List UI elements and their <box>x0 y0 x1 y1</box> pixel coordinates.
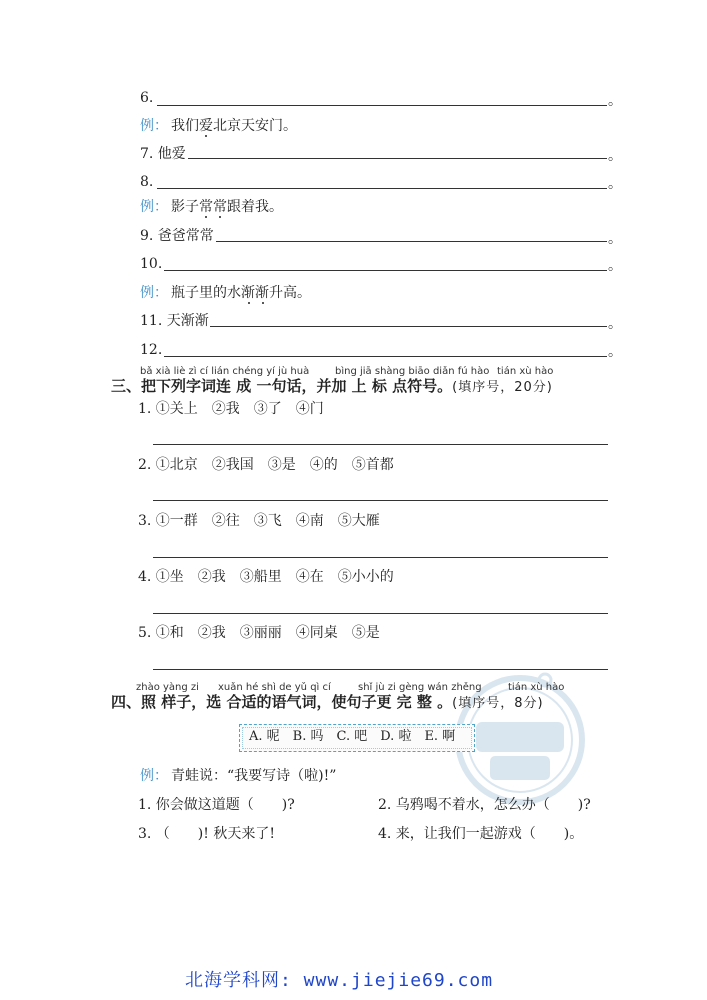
q11-answer-line[interactable] <box>210 326 607 327</box>
section3-item-1: 1. ①关上 ②我 ③了 ④门 <box>138 401 324 417</box>
example2-label: 例： <box>140 199 168 215</box>
section3-answer-line-3[interactable] <box>153 557 608 558</box>
section4-title <box>111 693 544 713</box>
emphasis-dot <box>248 302 250 304</box>
q7-stem: 7. 他爱 <box>140 146 186 162</box>
emphasis-dot <box>262 302 264 304</box>
section3-title-sub: (填序号，20分) <box>452 380 553 395</box>
q7-answer-line[interactable] <box>188 158 607 159</box>
q9-answer-line[interactable] <box>216 241 607 242</box>
q8-period: 。 <box>608 176 622 192</box>
site-footer-link[interactable]: 北海学科网: www.jiejie69.com <box>185 970 494 991</box>
section3-pinyin-2: bìng jiā shàng biāo diǎn fú hào <box>335 366 490 377</box>
section3-item-2: 2. ①北京 ②我国 ③是 ④的 ⑤首都 <box>138 457 394 473</box>
q9-stem: 9. 爸爸常常 <box>140 228 214 244</box>
section4-example-label: 例： <box>140 768 168 784</box>
section3-item-4: 4. ①坐 ②我 ③船里 ④在 ⑤小小的 <box>138 569 394 585</box>
section4-pinyin-4: tián xù hào <box>508 682 565 693</box>
example1-label: 例： <box>140 118 168 134</box>
q6-period: 。 <box>608 93 622 109</box>
example2-text: 影子常常跟着我。 <box>171 199 283 215</box>
q10-answer-line[interactable] <box>164 270 607 271</box>
q10-period: 。 <box>608 258 622 274</box>
section3-answer-line-2[interactable] <box>153 500 608 501</box>
section3-item-5: 5. ①和 ②我 ③丽丽 ④同桌 ⑤是 <box>138 625 380 641</box>
q11-stem: 11. 天渐渐 <box>140 313 209 329</box>
section4-pinyin-1: zhào yàng zi <box>136 682 199 693</box>
emphasis-dot <box>205 135 207 137</box>
q10-number: 10. <box>140 256 163 272</box>
q11-period: 。 <box>608 316 622 332</box>
q9-period: 。 <box>608 231 622 247</box>
word-options: A. 呢 B. 吗 C. 吧 D. 啦 E. 啊 <box>249 729 456 744</box>
example3-label: 例： <box>140 285 168 301</box>
section3-pinyin-3: tián xù hào <box>497 366 554 377</box>
q8-number: 8. <box>140 174 154 190</box>
section4-pinyin-3: shǐ jù zi gèng wán zhěng <box>358 682 482 693</box>
section3-title <box>111 377 553 397</box>
section3-answer-line-1[interactable] <box>153 444 608 445</box>
q8-answer-line[interactable] <box>157 188 607 189</box>
section4-title-sub: (填序号，8分) <box>452 696 544 711</box>
section3-title-main: 三、把下列字词连 成 一句话，并加 上 标 点符号。 <box>111 377 453 395</box>
section3-answer-line-4[interactable] <box>153 613 608 614</box>
section4-q1: 1. 你会做这道题（ )? <box>138 797 295 813</box>
section4-example-text: 青蛙说：“我要写诗（啦)!” <box>171 768 337 784</box>
emphasis-dot <box>205 216 207 218</box>
section3-pinyin-1: bǎ xià liè zì cí lián chéng yí jù huà <box>140 366 310 377</box>
section4-q3: 3. （ )! 秋天来了! <box>138 826 275 842</box>
example3-text: 瓶子里的水渐渐升高。 <box>171 285 311 301</box>
q6-answer-line[interactable] <box>157 105 607 106</box>
q6-number: 6. <box>140 90 154 106</box>
q7-period: 。 <box>608 148 622 164</box>
section4-title-main: 四、照 样子，选 合适的语气词，使句子更 完 整 。 <box>111 693 453 711</box>
section4-q4: 4. 来，让我们一起游戏（ )。 <box>378 826 584 842</box>
emphasis-dot <box>219 216 221 218</box>
section4-q2: 2. 乌鸦喝不着水，怎么办（ )? <box>378 797 591 813</box>
section3-item-3: 3. ①一群 ②往 ③飞 ④南 ⑤大雁 <box>138 513 380 529</box>
q12-period: 。 <box>608 344 622 360</box>
example1-text: 我们爱北京天安门。 <box>171 118 297 134</box>
q12-number: 12. <box>140 342 163 358</box>
q12-answer-line[interactable] <box>164 356 607 357</box>
section4-pinyin-2: xuǎn hé shì de yǔ qì cí <box>218 682 331 693</box>
